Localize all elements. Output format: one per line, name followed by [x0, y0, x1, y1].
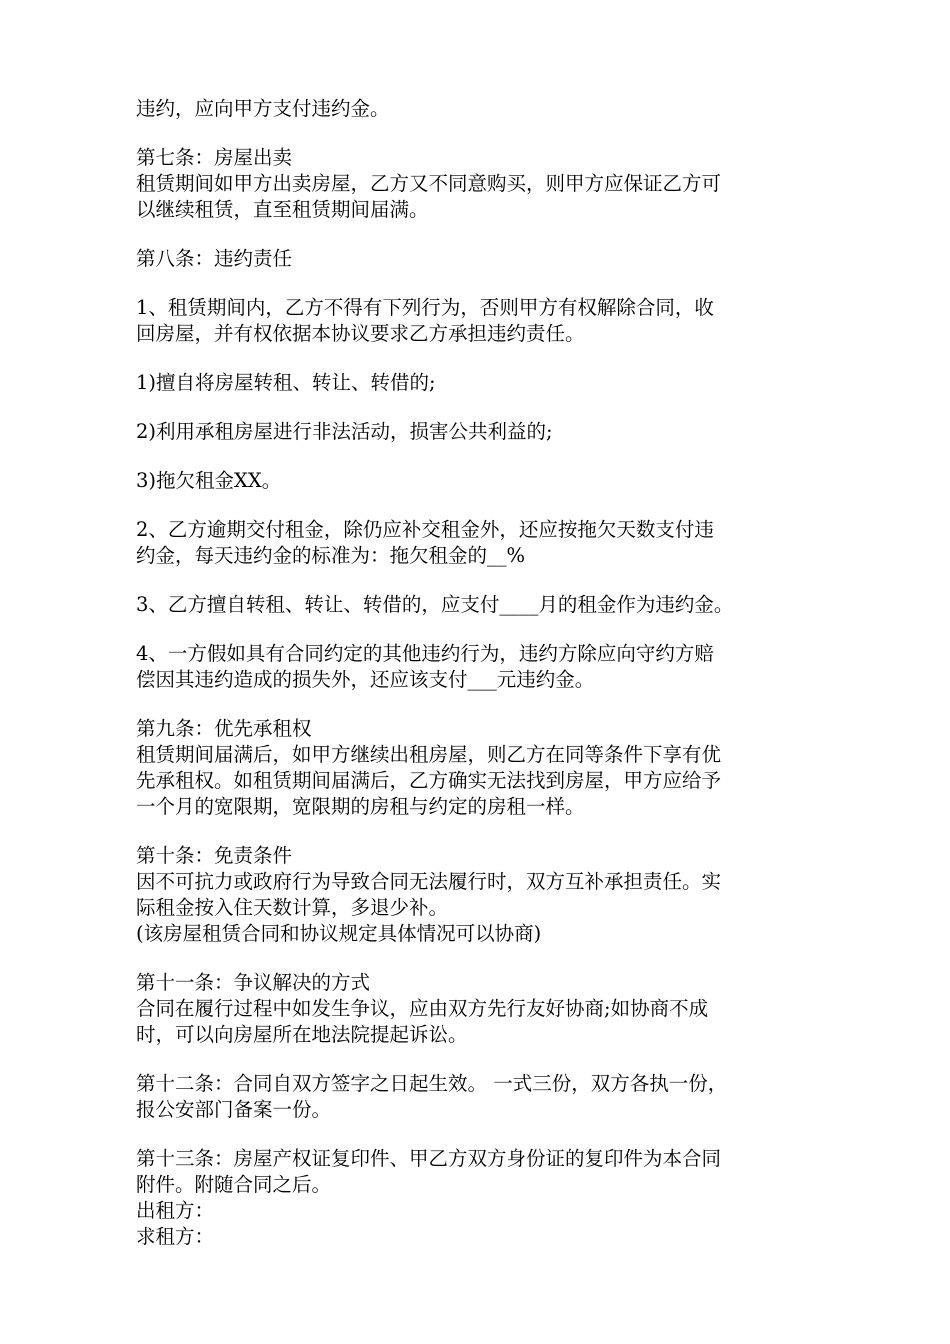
text-line: 4、一方假如具有合同约定的其他违约行为，违约方除应向守约方赔 — [136, 642, 714, 665]
text-line: 附件。附随合同之后。 — [136, 1173, 332, 1196]
text-line: 违约，应向甲方支付违约金。 — [136, 97, 390, 120]
text-line: 时，可以向房屋所在地法院提起诉讼。 — [136, 1023, 468, 1046]
text-line: 报公安部门备案一份。 — [136, 1098, 332, 1121]
article-heading: 第七条：房屋出卖 — [136, 146, 293, 169]
document-page — [136, 96, 826, 1250]
paragraph-gap — [136, 347, 826, 370]
text-line: (该房屋租赁合同和协议规定具体情况可以协商) — [136, 922, 542, 945]
article-heading: 第十一条：争议解决的方式 — [136, 971, 371, 994]
paragraph-gap — [136, 122, 826, 145]
text-line: 一个月的宽限期，宽限期的房租与约定的房租一样。 — [136, 795, 585, 818]
text-line: 因不可抗力或政府行为导致合同无法履行时，双方互补承担责任。实 — [136, 870, 722, 893]
paragraph-gap — [136, 223, 826, 246]
text-line: 际租金按入住天数计算，多退少补。 — [136, 896, 449, 919]
list-item: 2)利用承租房屋进行非法活动，损害公共利益的; — [136, 420, 553, 443]
article-heading: 第八条：违约责任 — [136, 247, 293, 270]
article-heading: 第十二条：合同自双方签字之日起生效。 一式三份，双方各执一份， — [136, 1072, 728, 1095]
text-line: 合同在履行过程中如发生争议，应由双方先行友好协商;如协商不成 — [136, 997, 709, 1020]
article-heading: 第十条：免责条件 — [136, 844, 293, 867]
paragraph-gap — [136, 947, 826, 970]
text-line: 先承租权。如租赁期间届满后，乙方确实无法找到房屋，甲方应给予 — [136, 769, 722, 792]
text-line: 偿因其违约造成的损失外，还应该支付___元违约金。 — [136, 668, 595, 691]
text-line: 租赁期间届满后，如甲方继续出租房屋，则乙方在同等条件下享有优 — [136, 743, 722, 766]
paragraph-gap — [136, 1123, 826, 1146]
paragraph-gap — [136, 569, 826, 592]
text-line: 2、乙方逾期交付租金，除仍应补交租金外，还应按拖欠天数支付违 — [136, 518, 714, 541]
paragraph-gap — [136, 445, 826, 468]
paragraph-gap — [136, 618, 826, 641]
text-line: 约金，每天违约金的标准为：拖欠租金的__% — [136, 544, 526, 567]
paragraph-gap — [136, 494, 826, 517]
list-item: 3)拖欠租金XX。 — [136, 469, 282, 492]
paragraph-gap — [136, 1048, 826, 1071]
list-item: 1)擅自将房屋转租、转让、转借的; — [136, 371, 436, 394]
text-line: 租赁期间如甲方出卖房屋，乙方又不同意购买，则甲方应保证乙方可 — [136, 172, 722, 195]
text-line: 回房屋，并有权依据本协议要求乙方承担违约责任。 — [136, 322, 585, 345]
paragraph-gap — [136, 396, 826, 419]
article-heading: 第九条：优先承租权 — [136, 717, 312, 740]
text-line: 以继续租赁，直至租赁期间届满。 — [136, 198, 429, 221]
paragraph-gap — [136, 820, 826, 843]
article-heading: 第十三条：房屋产权证复印件、甲乙方双方身份证的复印件为本合同 — [136, 1147, 722, 1170]
signature-lessee-label: 求租方： — [136, 1225, 215, 1248]
paragraph-gap — [136, 272, 826, 295]
text-line: 1、租赁期间内，乙方不得有下列行为，否则甲方有权解除合同，收 — [136, 296, 714, 319]
paragraph-gap — [136, 693, 826, 716]
text-line: 3、乙方擅自转租、转让、转借的，应支付____月的租金作为违约金。 — [136, 593, 734, 616]
signature-lessor-label: 出租方： — [136, 1199, 215, 1222]
